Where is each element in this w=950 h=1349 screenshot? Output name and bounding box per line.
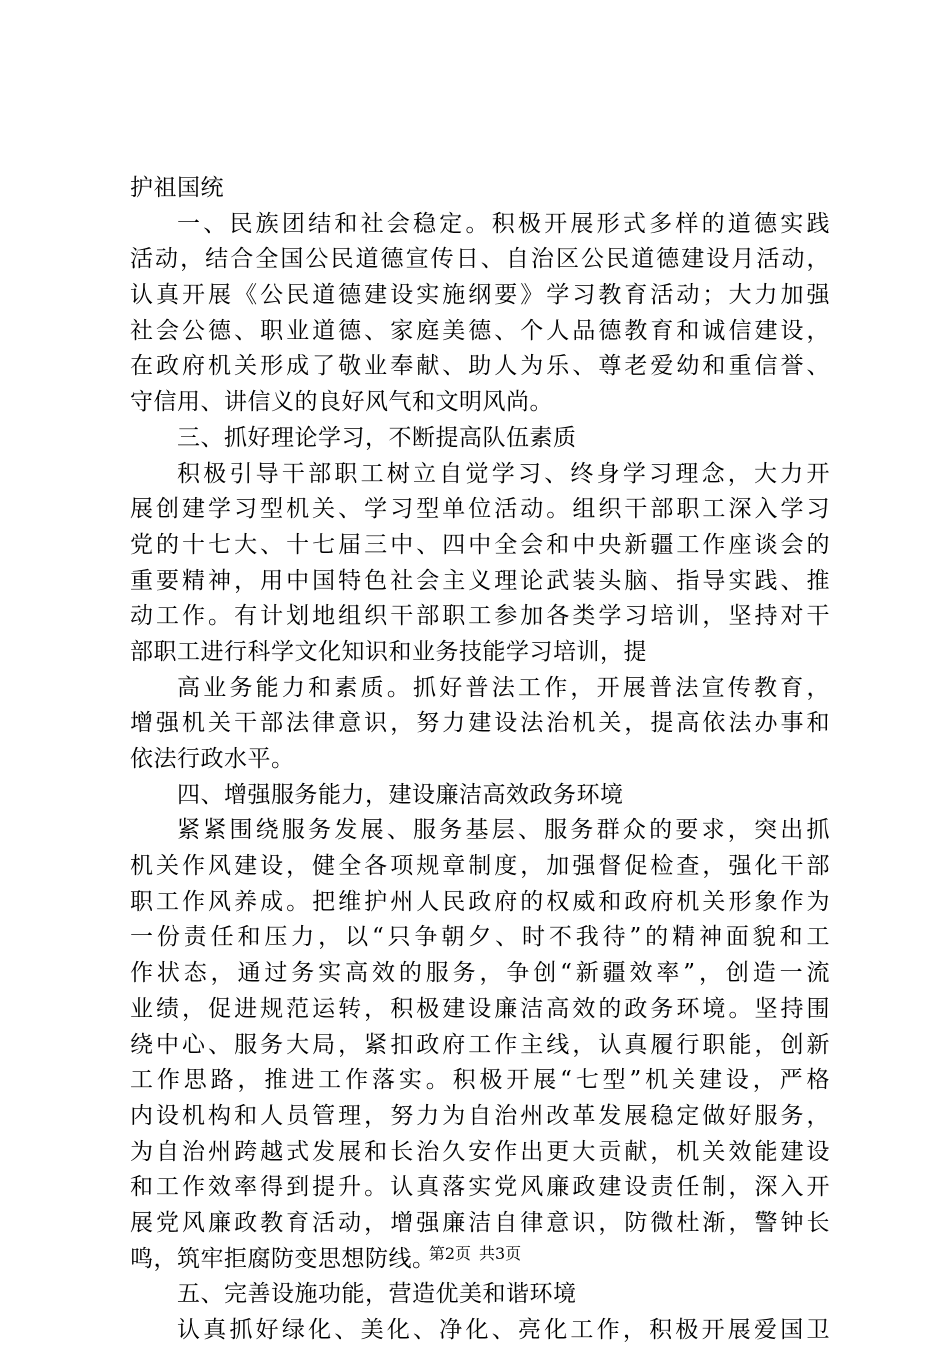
text-line: 绕中心、服务大局，紧扣政府工作主线，认真履行职能，创新 bbox=[130, 1031, 830, 1058]
document-body bbox=[130, 171, 830, 1349]
text-line: 在政府机关形成了敬业奉献、助人为乐、尊老爱幼和重信誉、 bbox=[130, 353, 830, 380]
text-line: 机关作风建设，健全各项规章制度，加强督促检查，强化干部 bbox=[130, 853, 830, 880]
text-line: 动工作。有计划地组织干部职工参加各类学习培训，坚持对干 bbox=[130, 603, 830, 630]
text-line: 一、民族团结和社会稳定。积极开展形式多样的道德实践 bbox=[177, 210, 830, 237]
text-line: 积极引导干部职工树立自觉学习、终身学习理念，大力开 bbox=[177, 460, 830, 487]
text-line: 为自治州跨越式发展和长治久安作出更大贡献，机关效能建设 bbox=[130, 1138, 830, 1165]
text-line: 认真开展《公民道德建设实施纲要》学习教育活动；大力加强 bbox=[130, 282, 830, 309]
text-line: 护祖国统 bbox=[130, 175, 224, 201]
text-line: 守信用、讲信义的良好风气和文明风尚。 bbox=[130, 389, 553, 416]
text-line: 三、抓好理论学习，不断提高队伍素质 bbox=[177, 424, 577, 451]
text-line: 展党风廉政教育活动，增强廉洁自律意识，防微杜渐，警钟长 bbox=[130, 1209, 830, 1236]
text-line: 职工作风养成。把维护州人民政府的权威和政府机关形象作为 bbox=[130, 888, 830, 915]
text-line: 业绩，促进规范运转，积极建设廉洁高效的政务环境。坚持围 bbox=[130, 995, 830, 1022]
text-line: 活动，结合全国公民道德宣传日、自治区公民道德建设月活动， bbox=[130, 246, 830, 273]
text-line: 紧紧围绕服务发展、服务基层、服务群众的要求，突出抓 bbox=[177, 817, 830, 844]
text-line: 党的十七大、十七届三中、四中全会和中央新疆工作座谈会的 bbox=[130, 531, 830, 558]
page-footer bbox=[0, 1244, 950, 1264]
text-line: 社会公德、职业道德、家庭美德、个人品德教育和诚信建设， bbox=[130, 317, 830, 344]
page-number: 第2页 bbox=[428, 1244, 471, 1263]
text-line: 增强机关干部法律意识，努力建设法治机关，提高依法办事和 bbox=[130, 710, 830, 737]
text-line: 部职工进行科学文化知识和业务技能学习培训，提 bbox=[130, 638, 647, 665]
text-line: 鸣，筑牢拒腐防变思想防线。 bbox=[130, 1245, 436, 1272]
text-line: 认真抓好绿化、美化、净化、亮化工作，积极开展爱国卫 bbox=[177, 1317, 830, 1343]
text-line: 依法行政水平。 bbox=[130, 746, 295, 772]
text-line: 重要精神，用中国特色社会主义理论武装头脑、指导实践、推 bbox=[130, 567, 830, 594]
text-line: 高业务能力和素质。抓好普法工作，开展普法宣传教育， bbox=[177, 674, 830, 701]
page-total: 共3页 bbox=[479, 1244, 522, 1263]
text-line: 作状态，通过务实高效的服务，争创“新疆效率”，创造一流 bbox=[130, 960, 830, 987]
text-line: 五、完善设施功能，营造优美和谐环境 bbox=[177, 1281, 577, 1308]
text-line: 一份责任和压力，以“只争朝夕、时不我待”的精神面貌和工 bbox=[130, 924, 830, 951]
text-line: 和工作效率得到提升。认真落实党风廉政建设责任制，深入开 bbox=[130, 1174, 830, 1201]
text-line: 四、增强服务能力，建设廉洁高效政务环境 bbox=[177, 781, 624, 808]
text-line: 工作思路，推进工作落实。积极开展“七型”机关建设，严格 bbox=[130, 1067, 830, 1094]
text-line: 内设机构和人员管理，努力为自治州改革发展稳定做好服务， bbox=[130, 1102, 830, 1129]
text-line: 展创建学习型机关、学习型单位活动。组织干部职工深入学习 bbox=[130, 496, 830, 523]
